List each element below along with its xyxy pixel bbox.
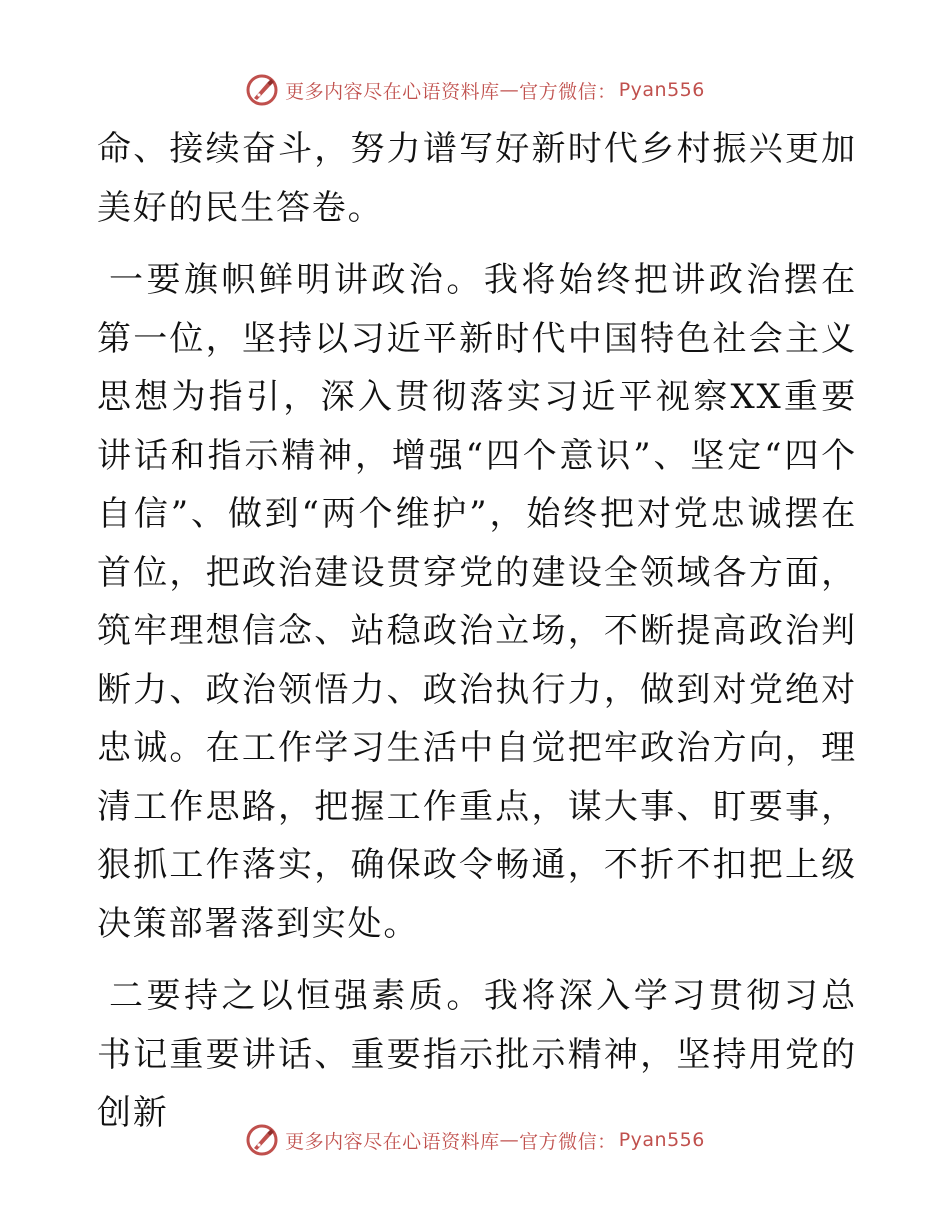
watermark-brand: 更多内容尽在心语资料库 <box>285 80 500 103</box>
paragraph-continuation: 命、接续奋斗，努力谱写好新时代乡村振兴更加美好的民生答卷。 <box>97 129 857 228</box>
header-watermark <box>0 72 950 108</box>
paragraph-politics: 一要旗帜鲜明讲政治。我将始终把讲政治摆在第一位，坚持以习近平新时代中国特色社会主义思想为指引，深入贯彻落实习近平视察XX重要讲话和指示精神，增强“四个意识”、坚定“四个自信”、做到“两个维护”，始终把对党忠诚摆在首位，把政治建设贯穿党的建设全领域各方面，筑牢理想信念、站稳政治立场，不断提高政治判断力、政治领悟力、政治执行力，做到对党绝对忠诚。在工作学习生活中自觉把牢政治方向，理清工作思路，把握工作重点，谋大事、盯要事，狠抓工作落实，确保政令畅通，不折不扣把上级决策部署落到实处。 <box>97 260 857 944</box>
pen-nib-logo-icon <box>245 73 279 107</box>
watermark-wechat-label: 官方微信： <box>519 80 617 103</box>
watermark-separator: — <box>499 1129 520 1151</box>
watermark-brand: 更多内容尽在心语资料库 <box>285 1130 500 1153</box>
watermark-wechat-id: Pyan556 <box>618 1129 705 1151</box>
footer-watermark <box>0 1122 950 1158</box>
watermark-wechat-id: Pyan556 <box>618 79 705 101</box>
pen-nib-logo-icon <box>245 1123 279 1157</box>
document-body <box>97 120 857 1143</box>
watermark-separator: — <box>499 79 520 101</box>
paragraph-quality: 二要持之以恒强素质。我将深入学习贯彻习总书记重要讲话、重要指示批示精神，坚持用党的创新 <box>97 976 857 1133</box>
watermark-wechat-label: 官方微信： <box>519 1130 617 1153</box>
